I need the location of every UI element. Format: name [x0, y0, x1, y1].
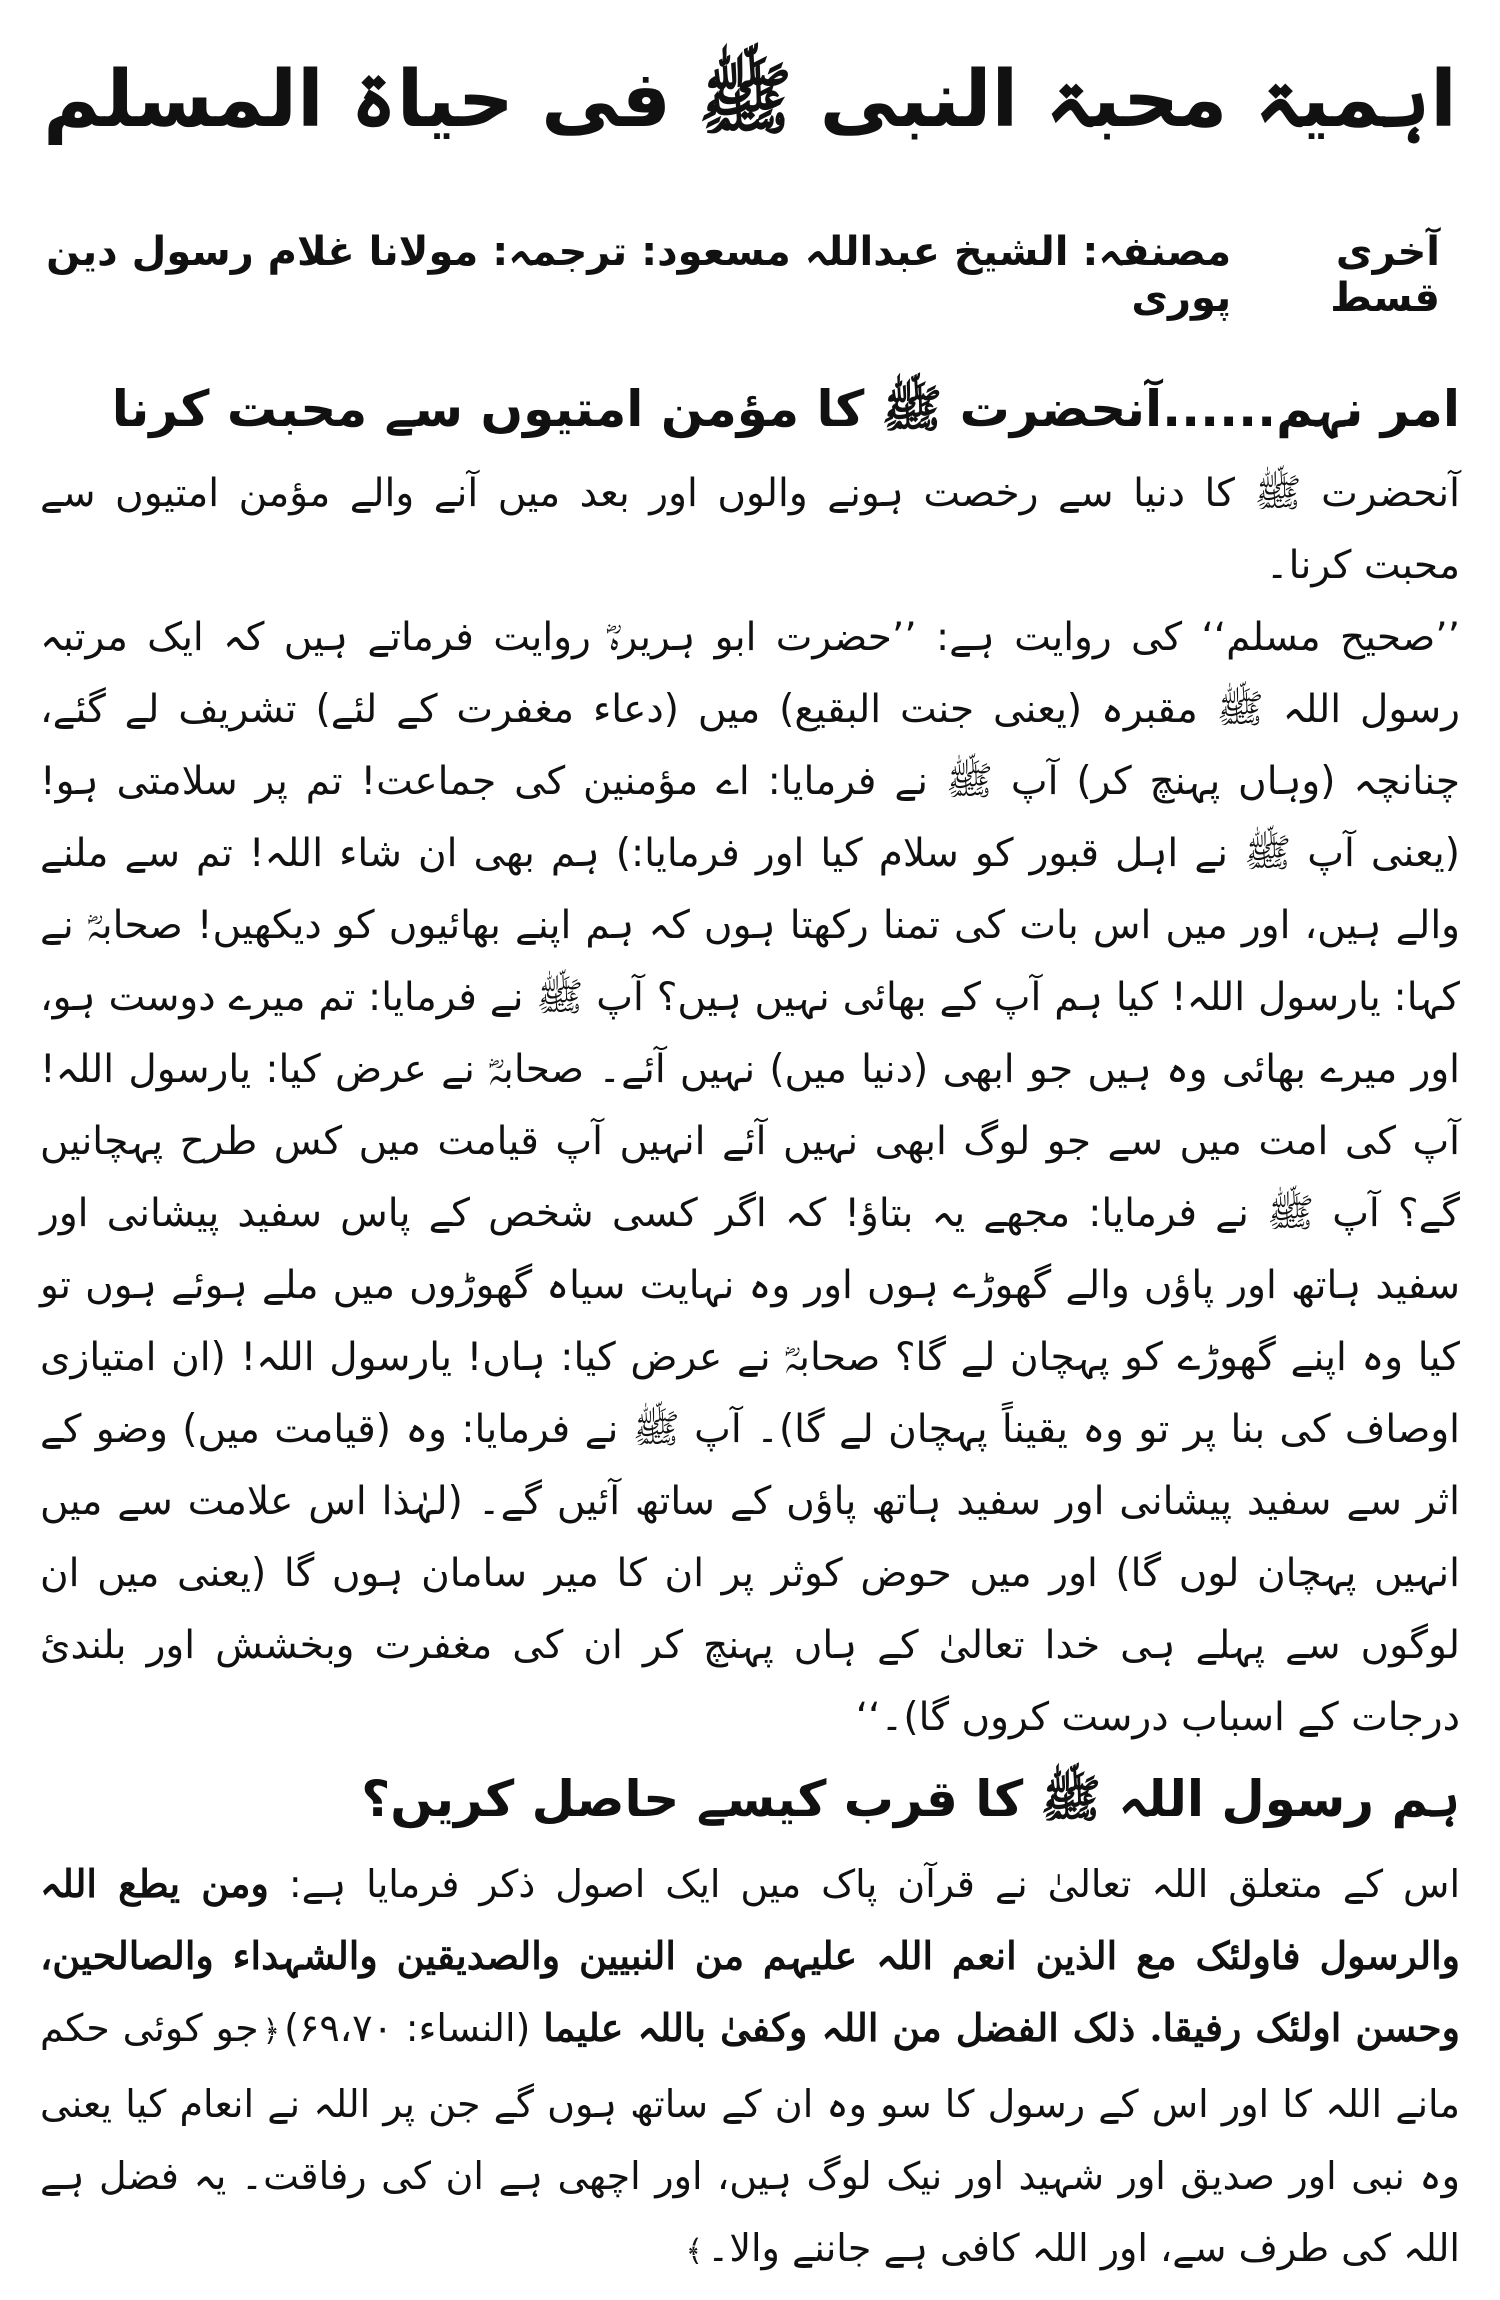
- article-page: [40, 40, 1460, 2270]
- verse-reference: (النساء: ۶۹،۷۰): [284, 2006, 531, 2050]
- verse-introduction: اس کے متعلق اللہ تعالیٰ نے قرآن پاک میں ایک اصول ذکر فرمایا ہے:: [288, 1862, 1460, 1906]
- ornament-close-bracket-icon: ﴾: [685, 2234, 704, 2269]
- hadith-paragraph: ’’صحیح مسلم‘‘ کی روایت ہے: ’’حضرت ابو ہریرہؓ روایت فرماتے ہیں کہ ایک مرتبہ رسول اللہ ﷺ مقبرہ (یعنی جنت البقیع) میں (دعاء مغفرت کے لئے) تشریف لے گئے، چنانچہ (وہاں پہنچ کر) آپ ﷺ نے فرمایا: اے مؤمنین کی جماعت! تم پر سلامتی ہو! (یعنی آپ ﷺ نے اہل قبور کو سلام کیا اور فرمایا:) ہم بھی ان شاء اللہ! تم سے ملنے والے ہیں، اور میں اس بات کی تمنا رکھتا ہوں کہ ہم اپنے بھائیوں کو دیکھیں! صحابہؓ نے کہا: یارسول اللہ! کیا ہم آپ کے بھائی نہیں ہیں؟ آپ ﷺ نے فرمایا: تم میرے دوست ہو، اور میرے بھائی وہ ہیں جو ابھی (دنیا میں) نہیں آئے۔ صحابہؓ نے عرض کیا: یارسول اللہ! آپ کی امت میں سے جو لوگ ابھی نہیں آئے انہیں آپ قیامت میں کس طرح پہچانیں گے؟ آپ ﷺ نے فرمایا: مجھے یہ بتاؤ! کہ اگر کسی شخص کے پاس سفید پیشانی اور سفید ہاتھ اور پاؤں والے گھوڑے ہوں اور وہ نہایت سیاہ گھوڑوں میں ملے ہوئے ہوں تو کیا وہ اپنے گھوڑے کو پہچان لے گا؟ صحابہؓ نے عرض کیا: ہاں! یارسول اللہ! (ان امتیازی اوصاف کی بنا پر تو وہ یقیناً پہچان لے گا)۔ آپ ﷺ نے فرمایا: وہ (قیامت میں) وضو کے اثر سے سفید پیشانی اور سفید ہاتھ پاؤں کے ساتھ آئیں گے۔ (لہٰذا اس علامت سے میں انہیں پہچان لوں گا) اور میں حوض کوثر پر ان کا میر سامان ہوں گا (یعنی میں ان لوگوں سے پہلے ہی خدا تعالیٰ کے ہاں پہنچ کر ان کی مغفرت وبخشش اور بلندئ درجات کے اسباب درست کروں گا)۔‘‘: [40, 615, 1460, 1740]
- quran-verse-paragraph: [40, 1848, 1460, 2288]
- section-heading-nearness: ہم رسول اللہ ﷺ کا قرب کیسے حاصل کریں؟: [361, 1770, 1460, 1828]
- article-title: اہمیۃ محبۃ النبی ﷺ فی حیاۃ المسلم: [43, 55, 1457, 145]
- quran-verse-text: ومن یطع اللہ والرسول فاولئک مع الذین انعم اللہ علیہم من النبیین والصدیقین والشہداء والصالحین، وحسن اولئک رفیقا. ذلک الفضل من اللہ وکفیٰ باللہ علیما: [40, 1861, 1460, 2050]
- ornament-open-bracket-icon: ﴿: [262, 2014, 281, 2049]
- installment-label: آخری قسط: [1330, 229, 1440, 321]
- section-heading-ninth-point: امر نہم......آنحضرت ﷺ کا مؤمن امتیوں سے محبت کرنا: [111, 380, 1460, 438]
- author-translator-line: مصنفہ: الشیخ عبداللہ مسعود: ترجمہ: مولانا غلام رسول دین پوری: [46, 229, 1232, 321]
- verse-translation: جو کوئی حکم مانے اللہ کا اور اس کے رسول کا سو وہ ان کے ساتھ ہوں گے جن پر اللہ نے انعام کیا یعنی وہ نبی اور صدیق اور شہید اور نیک لوگ ہیں، اور اچھی ہے ان کی رفاقت۔ یہ فضل ہے اللہ کی طرف سے، اور اللہ کافی ہے جاننے والا۔: [40, 2006, 1460, 2270]
- section-intro-paragraph: آنحضرت ﷺ کا دنیا سے رخصت ہونے والوں اور بعد میں آنے والے مؤمن امتیوں سے محبت کرنا۔: [40, 471, 1460, 588]
- article-meta: [40, 229, 1460, 321]
